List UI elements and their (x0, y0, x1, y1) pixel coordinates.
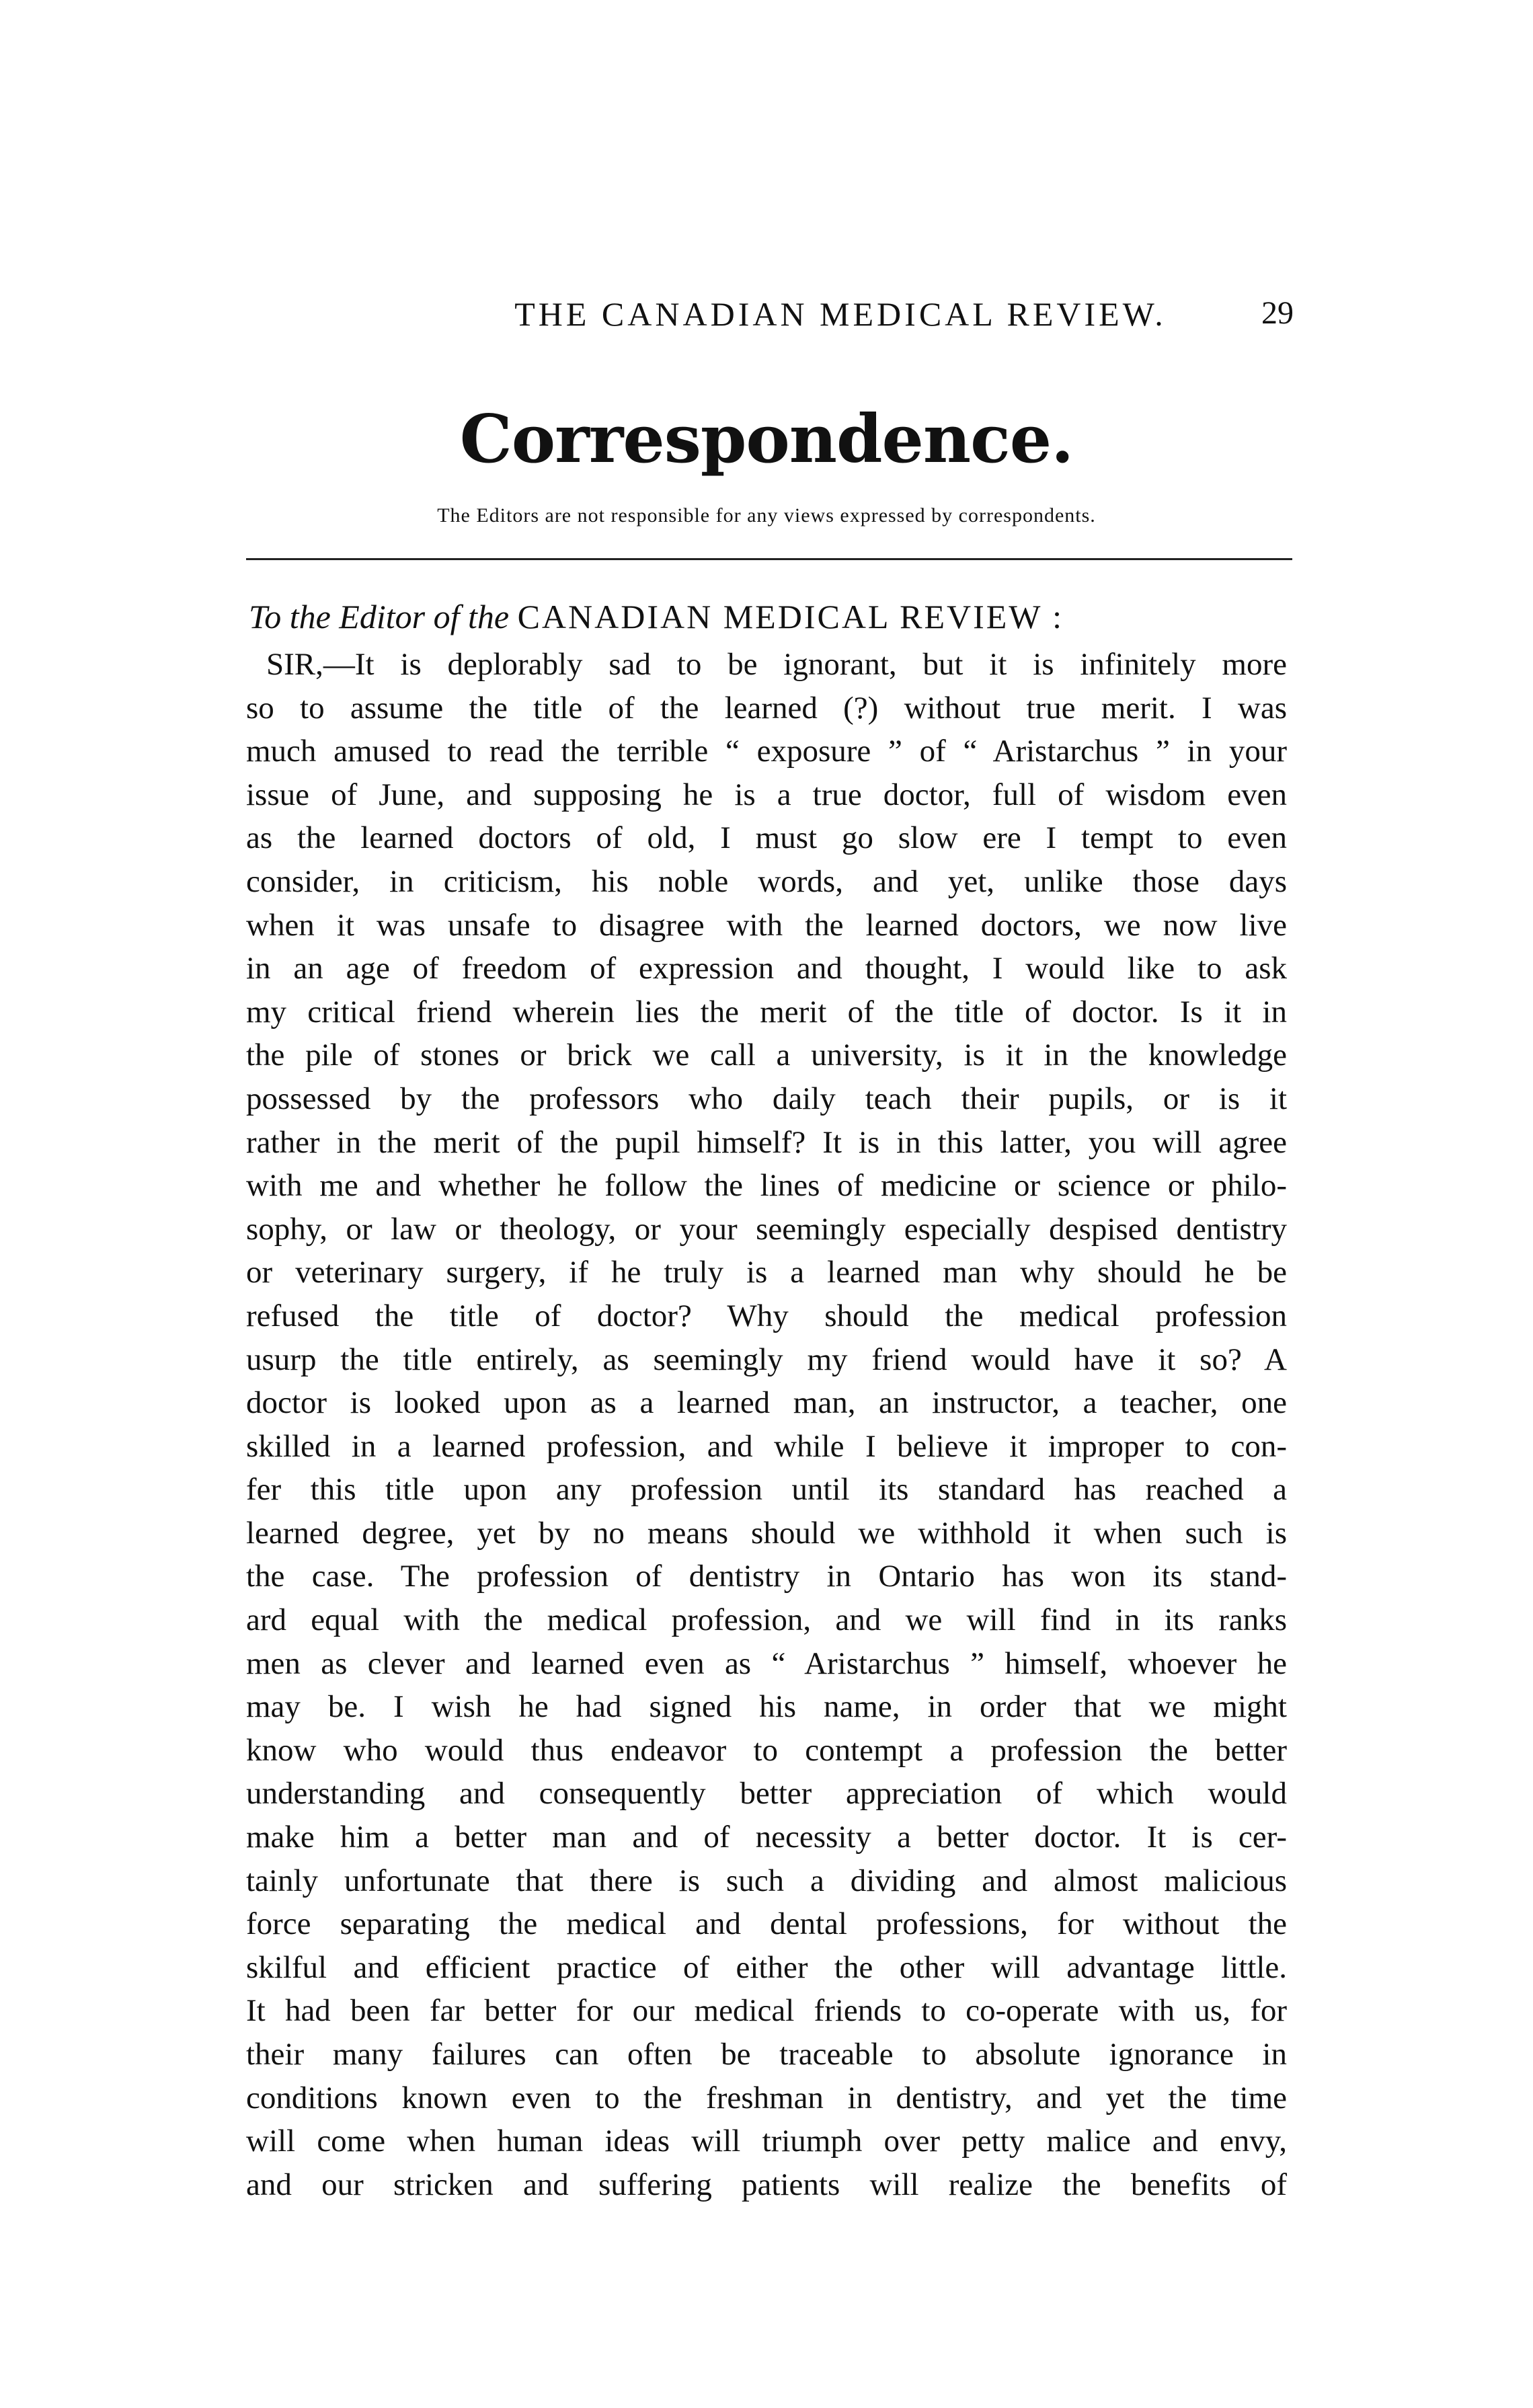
letter-line: and our stricken and suffering patients will realize the benefits of (246, 2167, 1287, 2202)
letter-salutation (249, 597, 1064, 636)
letter-line: when it was unsafe to disagree with the learned doctors, we now live (246, 907, 1287, 943)
letter-line: understanding and consequently better appreciation of which would (246, 1776, 1287, 1812)
divider-rule (246, 558, 1292, 560)
salutation-journal-name: CANADIAN MEDICAL REVIEW : (517, 598, 1064, 635)
letter-line: ard equal with the medical profession, and we will find in its ranks (246, 1602, 1287, 1638)
letter-line: possessed by the professors who daily teach their pupils, or is it (246, 1081, 1287, 1116)
page-header (0, 295, 1533, 335)
letter-line: usurp the title entirely, as seemingly my friend would have it so? A (246, 1342, 1287, 1377)
letter-line: It had been far better for our medical friends to co-operate with us, for (246, 1993, 1287, 2029)
running-head: THE CANADIAN MEDICAL REVIEW. (514, 295, 1167, 333)
letter-line: tainly unfortunate that there is such a dividing and almost malicious (246, 1863, 1287, 1898)
letter-line: may be. I wish he had signed his name, in order that we might (246, 1689, 1287, 1725)
letter-line: much amused to read the terrible “ exposure ” of “ Aristarchus ” in your (246, 734, 1287, 769)
letter-line: will come when human ideas will triumph over petty malice and envy, (246, 2124, 1287, 2159)
letter-line: know who would thus endeavor to contempt a profession the better (246, 1732, 1287, 1768)
letter-line: the pile of stones or brick we call a university, is it in the knowledge (246, 1038, 1287, 1073)
page-number: 29 (1261, 295, 1294, 331)
letter-line: the case. The profession of dentistry in Ontario has won its stand- (246, 1559, 1287, 1594)
letter-line: force separating the medical and dental professions, for without the (246, 1906, 1287, 1942)
letter-line: rather in the merit of the pupil himself? It is in this latter, you will agree (246, 1124, 1287, 1160)
salutation-address: To the Editor of the (249, 598, 510, 635)
letter-line: my critical friend wherein lies the merit of the title of doctor. Is it in (246, 994, 1287, 1030)
letter-line: in an age of freedom of expression and thought, I would like to ask (246, 951, 1287, 986)
letter-line: men as clever and learned even as “ Aristarchus ” himself, whoever he (246, 1645, 1287, 1681)
letter-line: so to assume the title of the learned (?) without true merit. I was (246, 690, 1287, 726)
letter-line: fer this title upon any profession until its standard has reached a (246, 1472, 1287, 1508)
letter-line: sophy, or law or theology, or your seemingly especially despised dentistry (246, 1211, 1287, 1247)
section-title: Correspondence. (459, 401, 1074, 478)
letter-line: their many failures can often be traceable to absolute ignorance in (246, 2037, 1287, 2072)
letter-line: with me and whether he follow the lines of medicine or science or philo- (246, 1168, 1287, 1204)
letter-line: as the learned doctors of old, I must go slow ere I tempt to even (246, 820, 1287, 856)
letter-line: SIR,—It is deplorably sad to be ignorant, but it is infinitely more (266, 647, 1287, 682)
letter-line: skilled in a learned profession, and while I believe it improper to con- (246, 1428, 1287, 1464)
letter-line: refused the title of doctor? Why should the medical profession (246, 1298, 1287, 1333)
editorial-disclaimer: The Editors are not responsible for any views expressed by correspondents. (437, 504, 1096, 527)
letter-body (246, 643, 1287, 2206)
letter-line: conditions known even to the freshman in dentistry, and yet the time (246, 2080, 1287, 2115)
letter-line: learned degree, yet by no means should we withhold it when such is (246, 1515, 1287, 1551)
letter-line: issue of June, and supposing he is a true doctor, full of wisdom even (246, 777, 1287, 812)
letter-line: doctor is looked upon as a learned man, an instructor, a teacher, one (246, 1385, 1287, 1421)
letter-line: consider, in criticism, his noble words, and yet, unlike those days (246, 863, 1287, 899)
letter-line: or veterinary surgery, if he truly is a learned man why should he be (246, 1255, 1287, 1290)
letter-line: skilful and efficient practice of either the other will advantage little. (246, 1949, 1287, 1985)
letter-line: make him a better man and of necessity a better doctor. It is cer- (246, 1820, 1287, 1855)
